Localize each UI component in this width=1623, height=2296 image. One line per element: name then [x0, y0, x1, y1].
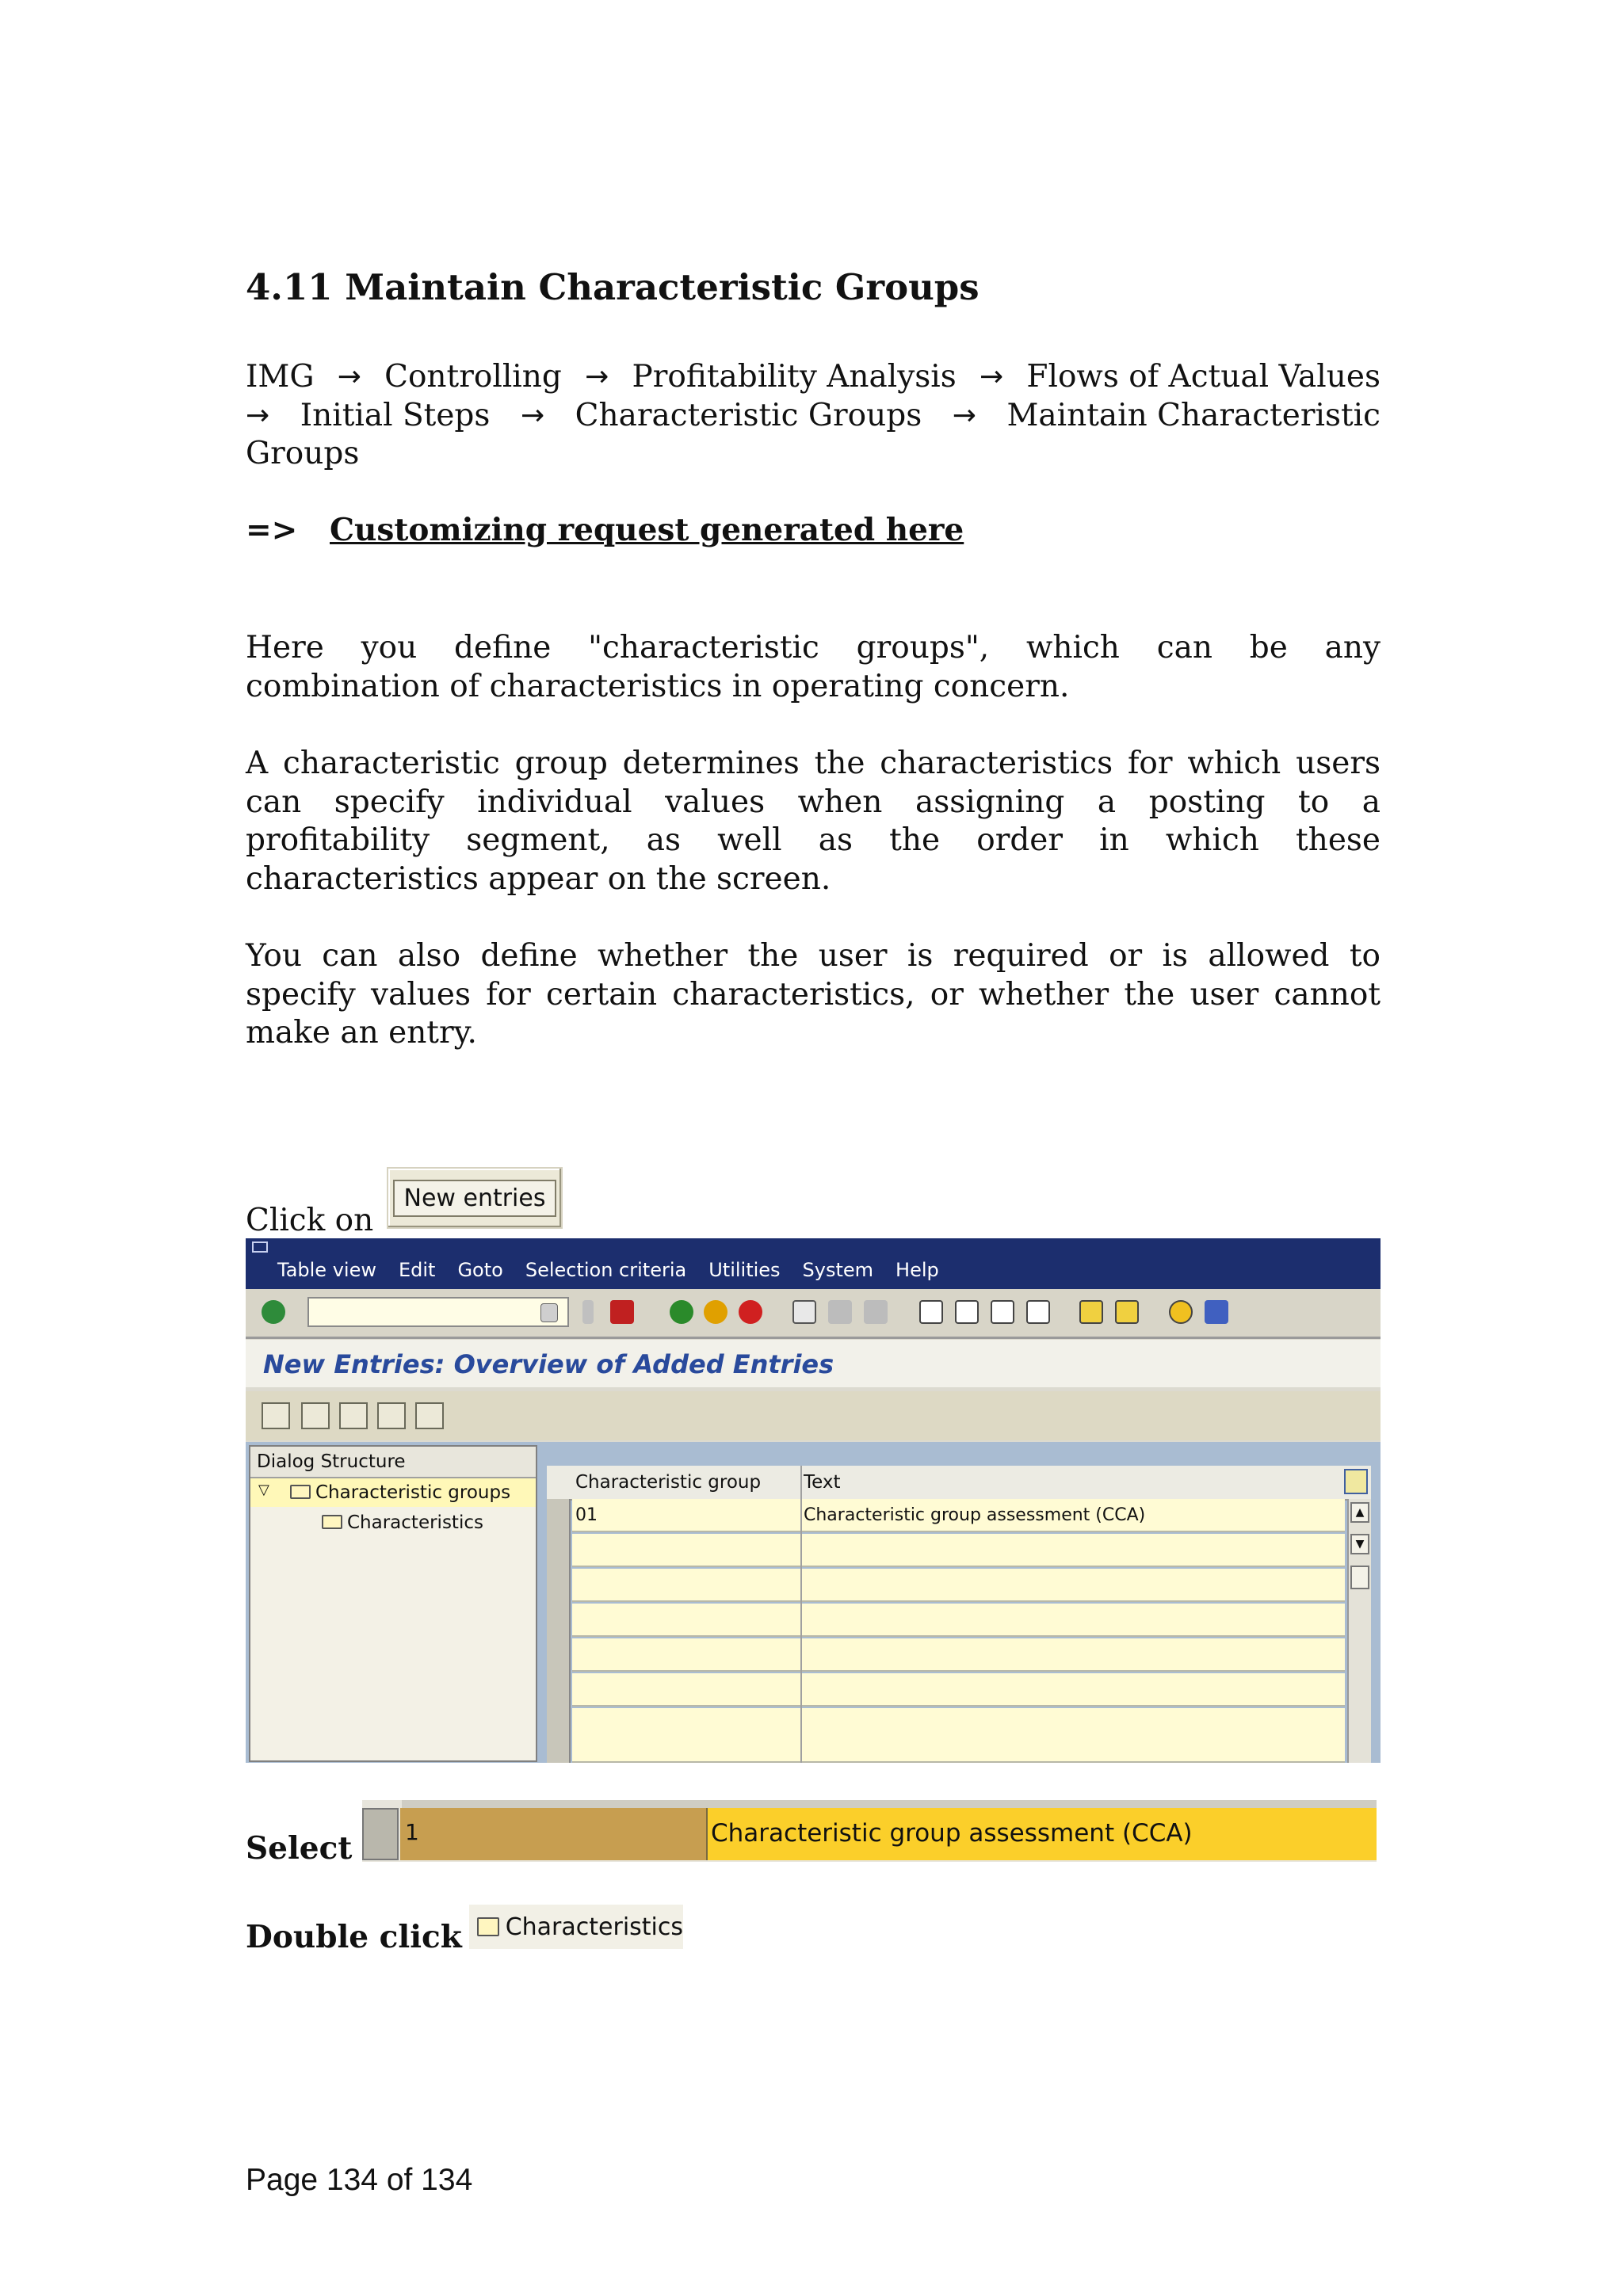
column-header-characteristic-group[interactable]: Characteristic group [575, 1472, 762, 1493]
folder-icon [322, 1515, 342, 1529]
paragraph-line: can specify individual values when assigning a posting to a [246, 784, 1381, 820]
path-img: IMG [246, 359, 315, 395]
scroll-up-icon[interactable]: ▲ [1350, 1502, 1369, 1523]
img-path-line-1 [246, 358, 1381, 397]
find-icon[interactable] [828, 1300, 852, 1324]
arrow-icon: → [952, 399, 976, 432]
path-characteristic-groups: Characteristic Groups [575, 397, 922, 433]
path-controlling: Controlling [384, 359, 562, 395]
vertical-scrollbar[interactable] [1347, 1499, 1371, 1763]
expand-triangle-icon[interactable]: ▽ [258, 1482, 269, 1498]
arrow-icon: → [980, 360, 1004, 393]
application-toolbar [246, 1391, 1381, 1440]
history-dropdown-icon[interactable] [540, 1303, 558, 1322]
delete-icon[interactable] [301, 1402, 330, 1429]
create-session-icon[interactable] [1079, 1300, 1103, 1324]
click-on-label: Click on [246, 1203, 374, 1238]
layout-menu-icon[interactable] [1205, 1300, 1228, 1324]
paragraph-last-line: make an entry. [246, 1015, 477, 1051]
page-footer: Page 134 of 134 [246, 2163, 473, 2197]
dialog-structure-header [250, 1447, 536, 1478]
back-arrow-icon[interactable] [582, 1300, 594, 1324]
column-divider [800, 1466, 802, 1763]
table-row[interactable] [572, 1499, 1345, 1532]
find-next-icon[interactable] [864, 1300, 888, 1324]
characteristics-label: Characteristics [505, 1913, 683, 1941]
table-row[interactable] [572, 1604, 1345, 1637]
shortcut-icon[interactable] [1115, 1300, 1139, 1324]
selected-cell-group[interactable] [400, 1808, 708, 1860]
path-profitability-analysis: Profitability Analysis [632, 359, 957, 395]
first-page-icon[interactable] [919, 1300, 943, 1324]
select-block-icon[interactable] [377, 1402, 406, 1429]
paragraph-2 [246, 745, 1381, 898]
cell-characteristic-group[interactable]: 01 [575, 1505, 598, 1525]
entries-table [547, 1466, 1371, 1763]
path-groups: Groups [246, 436, 360, 471]
paragraph-line: profitability segment, as well as the order in which these [246, 822, 1381, 858]
selected-text-value: Characteristic group assessment (CCA) [711, 1819, 1193, 1848]
change-display-icon[interactable] [262, 1402, 290, 1429]
double-click-label: Double click [246, 1919, 462, 1955]
sap-window [246, 1238, 1381, 1763]
menu-help[interactable]: Help [896, 1259, 939, 1281]
path-initial-steps: Initial Steps [300, 397, 491, 433]
paragraph-last-line: characteristics appear on the screen. [246, 860, 831, 897]
dialog-structure-panel [249, 1445, 537, 1762]
cell-text[interactable]: Characteristic group assessment (CCA) [804, 1505, 1146, 1525]
tree-item-label: Characteristics [347, 1512, 483, 1533]
cancel-icon[interactable] [739, 1300, 762, 1324]
paragraph-3 [246, 937, 1381, 1053]
menu-utilities[interactable]: Utilities [708, 1259, 781, 1281]
img-path-line-2 [246, 397, 1381, 436]
dialog-structure-title: Dialog Structure [257, 1451, 406, 1472]
table-row[interactable] [572, 1534, 1345, 1567]
menu-system[interactable]: System [802, 1259, 874, 1281]
arrow-icon: → [246, 399, 270, 432]
line-text: Here you define "characteristic groups", which can be any [246, 630, 1381, 666]
tree-item-characteristic-groups[interactable] [250, 1478, 536, 1507]
table-row[interactable] [572, 1708, 1345, 1763]
last-page-icon[interactable] [1026, 1300, 1050, 1324]
img-path [246, 358, 1381, 474]
print-icon[interactable] [792, 1300, 816, 1324]
previous-page-icon[interactable] [955, 1300, 979, 1324]
select-all-icon[interactable] [339, 1402, 368, 1429]
new-entries-button[interactable] [387, 1167, 563, 1229]
menu-table-view[interactable]: Table view [277, 1259, 376, 1281]
deselect-all-icon[interactable] [415, 1402, 444, 1429]
new-entries-label: New entries [393, 1180, 557, 1217]
characteristics-folder-button[interactable] [469, 1905, 683, 1949]
arrow-icon: → [520, 399, 545, 432]
menu-edit[interactable]: Edit [398, 1259, 436, 1281]
customizing-request-link[interactable]: Customizing request generated here [330, 512, 964, 548]
customizing-request [246, 512, 964, 548]
command-field[interactable] [307, 1297, 569, 1327]
screen-title: New Entries: Overview of Added Entries [263, 1349, 834, 1379]
request-marker: => [246, 512, 298, 548]
window-menu-icon[interactable] [252, 1241, 268, 1253]
table-row[interactable] [572, 1638, 1345, 1672]
path-flows-actual-values: Flows of Actual Values [1026, 359, 1381, 395]
tree-item-label: Characteristic groups [315, 1482, 511, 1503]
exit-icon[interactable] [704, 1300, 727, 1324]
scroll-down-icon[interactable]: ▼ [1350, 1534, 1369, 1554]
row-selector-column[interactable] [547, 1499, 571, 1763]
next-page-icon[interactable] [991, 1300, 1014, 1324]
table-row[interactable] [572, 1673, 1345, 1707]
paragraph-line: A characteristic group determines the characteristics for which users [246, 746, 1381, 781]
paragraph-line [246, 629, 1381, 668]
selected-row-strip [362, 1800, 1377, 1862]
table-row[interactable] [572, 1569, 1345, 1602]
paragraph-line: You can also define whether the user is required or is allowed to [246, 938, 1381, 974]
sap-standard-toolbar [246, 1289, 1381, 1339]
help-icon[interactable] [1169, 1300, 1193, 1324]
tree-item-characteristics[interactable] [250, 1508, 536, 1537]
section-heading: 4.11 Maintain Characteristic Groups [246, 266, 980, 308]
selected-cell-text[interactable] [708, 1808, 1377, 1860]
back-icon[interactable] [670, 1300, 693, 1324]
menu-goto[interactable]: Goto [457, 1259, 503, 1281]
arrow-icon: → [337, 360, 361, 393]
arrow-icon: → [585, 360, 609, 393]
paragraph-last-line: combination of characteristics in operating concern. [246, 668, 1070, 704]
table-header [547, 1466, 1371, 1501]
select-label: Select [246, 1830, 353, 1867]
selected-group-value: 1 [405, 1819, 419, 1845]
sap-menubar [246, 1238, 1381, 1289]
save-icon[interactable] [610, 1300, 634, 1324]
row-selector[interactable] [362, 1808, 399, 1860]
menu-selection-criteria[interactable]: Selection criteria [525, 1259, 687, 1281]
scroll-thumb[interactable] [1350, 1566, 1369, 1589]
paragraph-1 [246, 629, 1381, 706]
table-settings-icon[interactable] [1344, 1469, 1368, 1494]
folder-icon [477, 1917, 499, 1936]
paragraph-line: specify values for certain characteristics, or whether the user cannot [246, 976, 1381, 1013]
work-area [246, 1442, 1381, 1763]
open-folder-icon [290, 1485, 311, 1499]
screen-title-bar [246, 1340, 1381, 1387]
column-header-text[interactable]: Text [804, 1472, 841, 1493]
enter-check-icon[interactable] [262, 1300, 285, 1324]
path-maintain-characteristic: Maintain Characteristic [1006, 397, 1381, 433]
